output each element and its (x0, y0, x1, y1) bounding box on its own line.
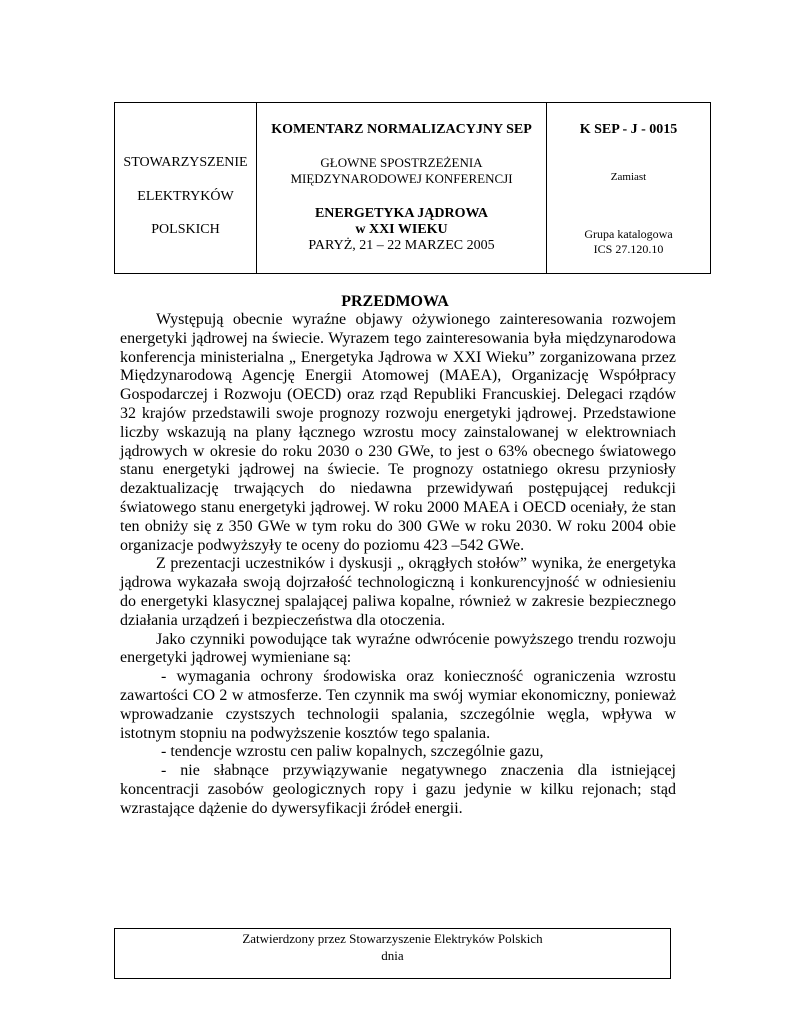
approval-text: Zatwierdzony przez Stowarzyszenie Elektryków Polskich (242, 931, 543, 946)
document-code: K SEP - J - 0015 (579, 122, 678, 137)
approval-date-label: dnia (381, 948, 404, 963)
preface-paragraph-1: Występują obecnie wyraźne objawy ożywionego zainteresowania rozwojem energetyki jądrowej na świecie. Wyrazem tego zainteresowania była międzynarodowa konferencja ministerialna „ Energetyka Jądrowa w XXI Wieku” zorganizowana przez Międzynarodową Agencję Energii Atomowej (MAEA), Organizację Współpracy Gospodarczej i Rozwoju (OECD) oraz rząd Republiki Francuskiej. Delegaci rządów 32 krajów przedstawili swoje prognozy rozwoju energetyki jądrowej. Przedstawione liczby wskazują na plany łącznego wzrostu mocy zainstalowanej w elektrowniach jądrowych w okresie do roku 2030 o 230 GWe, to jest o 63% obecnego światowego stanu energetyki jądrowej na świecie. Te prognozy ostatniego okresu przyniosły dezaktualizację trwających do niedawna przewidywań postępującej redukcji światowego stanu energetyki jądrowej. W roku 2000 MAEA i OECD oceniały, że stan ten obniży się z 350 GWe w tym roku do 300 GWe w roku 2030. W roku 2004 obie organizacje podwyższyły te oceny do poziomu 423 –542 GWe. (120, 311, 676, 554)
conference-name-line-2: w XXI WIEKU (355, 222, 448, 237)
preface-title: PRZEDMOWA (341, 293, 449, 310)
preface-list-item-1: - wymagania ochrony środowiska oraz konieczność ograniczenia wzrostu zawartości CO 2 w atmosferze. Ten czynnik ma swój wymiar ekonomiczny, ponieważ wprowadzanie czystszych technologii spalania, szczególnie węgla, wpływa w istotnym stopniu na podwyższenie kosztów tego spalania. (120, 668, 676, 742)
preface-paragraph-3: Jako czynniki powodujące tak wyraźne odwrócenie powyższego trendu rozwoju energetyki jądrowej wymieniane są: (120, 630, 676, 667)
replaces-label: Zamiast (610, 171, 647, 183)
preface-body (120, 311, 676, 819)
ics-code: ICS 27.120.10 (593, 242, 664, 256)
org-name-line-3: POLSKICH (151, 222, 220, 237)
preface-paragraph-2: Z prezentacji uczestników i dyskusji „ okrągłych stołów” wynika, że energetyka jądrowa wykazała swoją dojrzałość technologiczną i konkurencyjność w odniesieniu do energetyki klasycznej spalającej paliwa kopalne, również w zakresie bezpiecznego działania urządzeń i bezpieczeństwa dla otoczenia. (120, 555, 676, 629)
approval-footer-box (114, 928, 671, 979)
subtitle-line-2: MIĘDZYNARODOWEJ KONFERENCJI (290, 171, 513, 186)
catalog-group-label: Grupa katalogowa (584, 227, 673, 241)
document-type: KOMENTARZ NORMALIZACYJNY SEP (271, 122, 532, 137)
organization-cell (115, 103, 257, 273)
document-header-table (114, 102, 711, 274)
org-name-line-2: ELEKTRYKÓW (137, 189, 234, 204)
preface-list-item-2: - tendencje wzrostu cen paliw kopalnych, szczególnie gazu, (161, 743, 544, 761)
code-cell (547, 103, 710, 273)
org-name-line-1: STOWARZYSZENIE (123, 155, 248, 170)
conference-name-line-1: ENERGETYKA JĄDROWA (314, 206, 489, 221)
conference-place-date: PARYŻ, 21 – 22 MARZEC 2005 (308, 238, 495, 253)
subtitle-line-1: GŁOWNE SPOSTRZEŻENIA (320, 155, 483, 170)
title-cell (257, 103, 547, 273)
preface-list-item-3: - nie słabnące przywiązywanie negatywnego znaczenia dla istniejącej koncentracji zasobów geologicznych ropy i gazu jedynie w kilku rejonach; stąd wzrastające dążenie do dywersyfikacji źródeł energii. (120, 762, 676, 817)
